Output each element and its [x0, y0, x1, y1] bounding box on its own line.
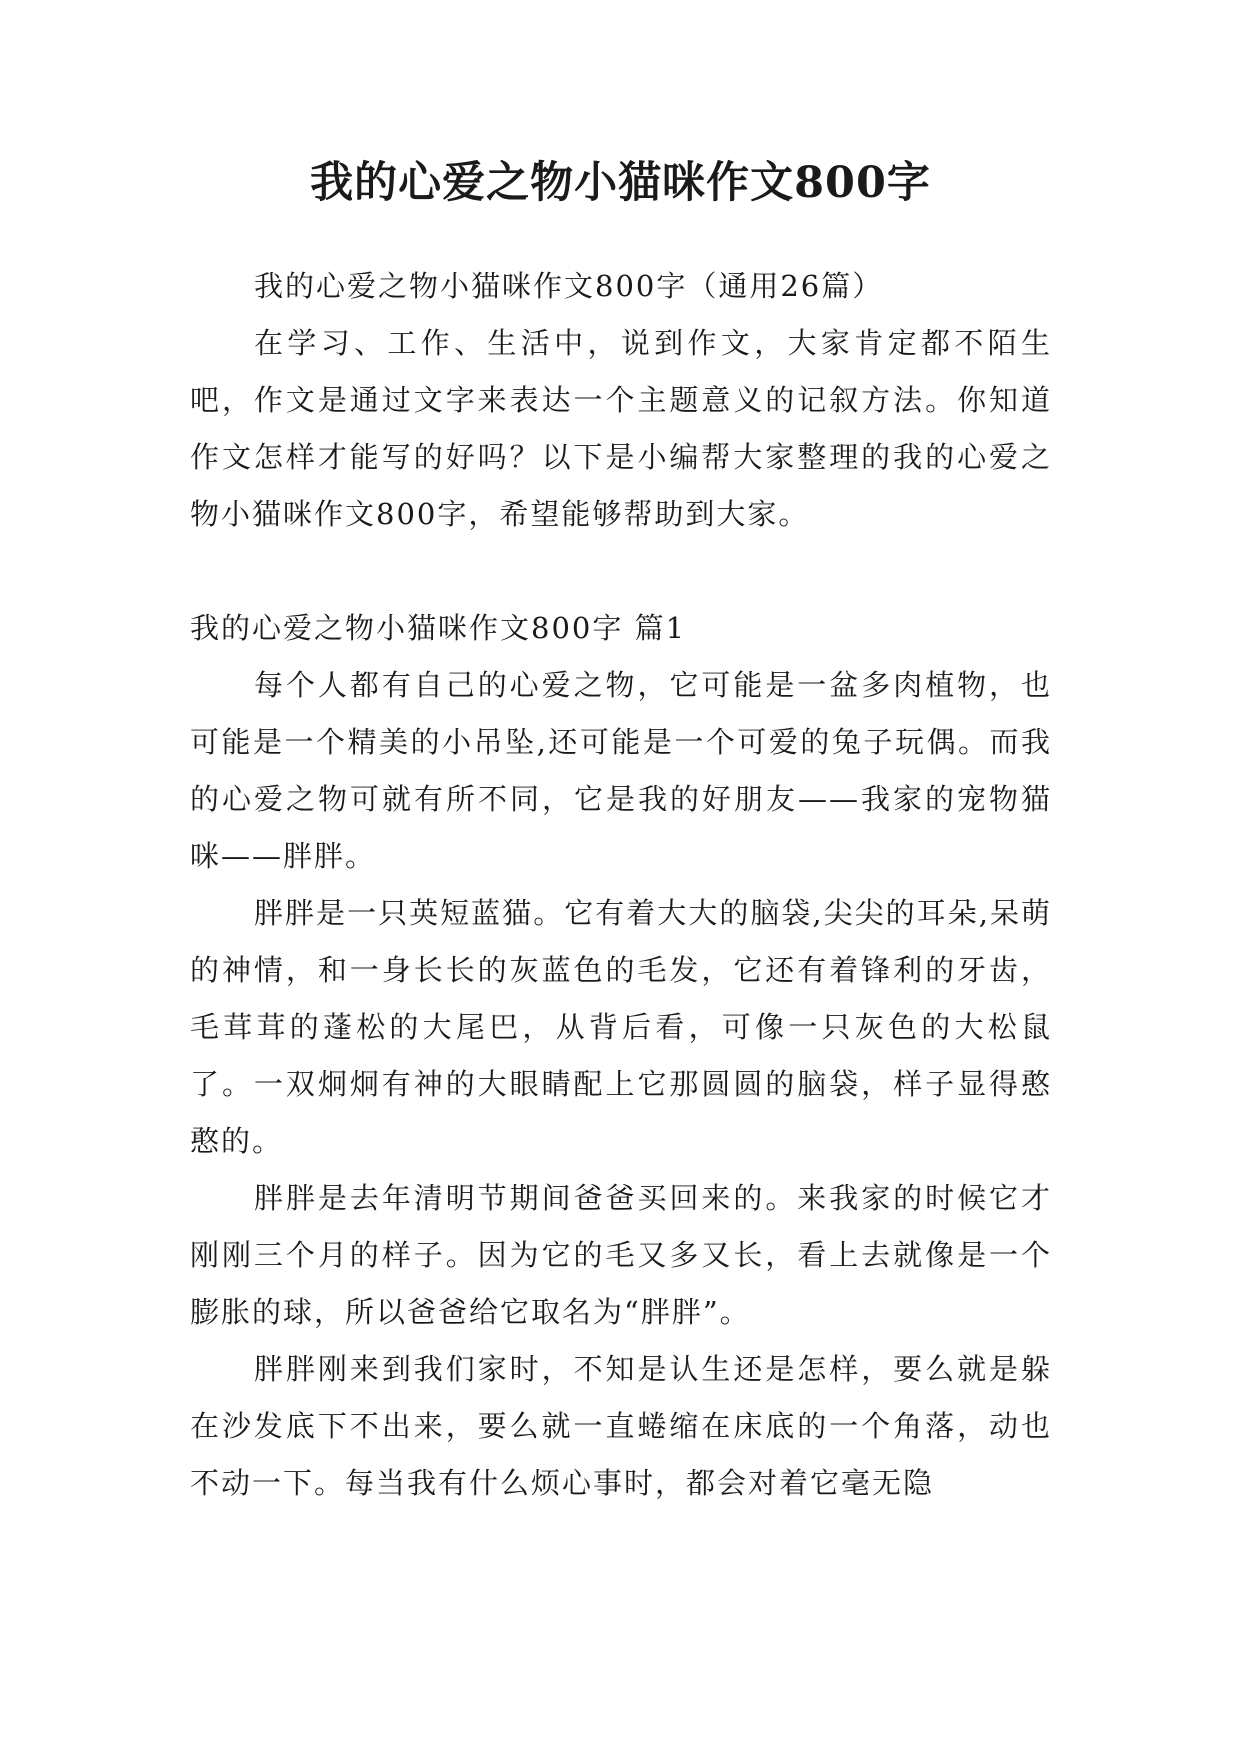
document-body [190, 258, 1052, 1512]
section-heading: 我的心爱之物小猫咪作文800字 篇1 [190, 611, 687, 645]
document-subtitle: 我的心爱之物小猫咪作文800字（通用26篇） [254, 269, 884, 303]
body-paragraph: 每个人都有自己的心爱之物，它可能是一盆多肉植物，也可能是一个精美的小吊坠,还可能是一个可爱的兔子玩偶。而我的心爱之物可就有所不同，它是我的好朋友——我家的宠物猫咪——胖胖。 [190, 668, 1052, 873]
body-paragraph: 胖胖刚来到我们家时，不知是认生还是怎样，要么就是躲在沙发底下不出来，要么就一直蜷缩在床底的一个角落，动也不动一下。每当我有什么烦心事时，都会对着它毫无隐 [190, 1352, 1052, 1500]
body-paragraph: 胖胖是去年清明节期间爸爸买回来的。来我家的时候它才刚刚三个月的样子。因为它的毛又多又长，看上去就像是一个膨胀的球，所以爸爸给它取名为“胖胖”。 [190, 1181, 1052, 1329]
document-title: 我的心爱之物小猫咪作文800字 [310, 158, 931, 208]
intro-paragraph: 在学习、工作、生活中，说到作文，大家肯定都不陌生吧，作文是通过文字来表达一个主题意义的记叙方法。你知道作文怎样才能写的好吗？以下是小编帮大家整理的我的心爱之物小猫咪作文800字，希望能够帮助到大家。 [190, 326, 1052, 531]
body-paragraph: 胖胖是一只英短蓝猫。它有着大大的脑袋,尖尖的耳朵,呆萌的神情，和一身长长的灰蓝色的毛发，它还有着锋利的牙齿，毛茸茸的蓬松的大尾巴，从背后看，可像一只灰色的大松鼠了。一双炯炯有神的大眼睛配上它那圆圆的脑袋，样子显得憨憨的。 [190, 896, 1052, 1158]
